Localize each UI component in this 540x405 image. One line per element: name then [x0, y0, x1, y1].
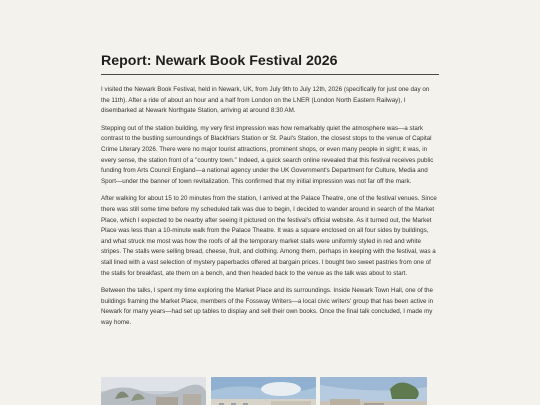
photo-row: [101, 377, 439, 405]
paragraph-market-place: After walking for about 15 to 20 minutes from the station, I arrived at the Palace Theatre, one of the festival venues. Since there was still some time before my scheduled talk was due to begin, I decided to wander around in search of the Market Place, which I expected to be nearby after seeing it pictured on the festival's official website. As it turned out, the Market Place was less than a 10-minute walk from the Palace Theatre. It was a square enclosed on all four sides by buildings, and what struck me most was how the roofs of all the temporary market stalls were uniformly styled in red and white stripes. The stalls were selling bread, cheese, fruit, and clothing. Among them, perhaps in keeping with the festival, was a stall lined with a vast selection of mystery paperbacks offered at bargain prices. I bought two sweet pastries from one of the stalls for breakfast, ate them on a bench, and then headed back to the venue as the talk was about to start.: [101, 195, 437, 277]
page-title: Report: Newark Book Festival 2026: [101, 53, 338, 69]
title-divider: [101, 74, 439, 75]
report-article: [101, 0, 439, 328]
paragraph-town-hall: Between the talks, I spent my time exploring the Market Place and its surroundings. Inside Newark Town Hall, one of the buildings framing the Market Place, members of the Fossway Writers—a local civic writers' group that has been active in Newark for many years—had set up tables to display and sell their own books. Once the final talk concluded, I made my way home.: [101, 287, 434, 326]
street-photo: [320, 377, 427, 405]
paragraph-station-impression: Stepping out of the station building, my very first impression was how remarkably quiet the atmosphere was—a stark contrast to the bustling surroundings of Blackfriars Station or St. Paul's Station, the closest stops to the venue of Capital Crime Literary 2026. There were no major tourist attractions, prominent shops, or even many people in sight; it was, in every sense, the station front of a "country town." Indeed, a quick search online revealed that this festival receives public funding from Arts Council England—a national agency under the UK Government's Department for Culture, Media and Sport—under the banner of town revitalization. This confirmed that my initial impression was not far off the mark.: [101, 124, 434, 185]
town-hall-photo: [211, 377, 316, 405]
paragraph-arrival: I visited the Newark Book Festival, held in Newark, UK, from July 9th to July 12th, 2026 (specifically for just one day on the 11th). After a ride of about an hour and a half from London on the LNER (London North Eastern Railway), I disembarked at Newark Northgate Station, arriving at around 8:30 AM.: [101, 86, 430, 115]
market-stalls-photo: [101, 377, 206, 405]
